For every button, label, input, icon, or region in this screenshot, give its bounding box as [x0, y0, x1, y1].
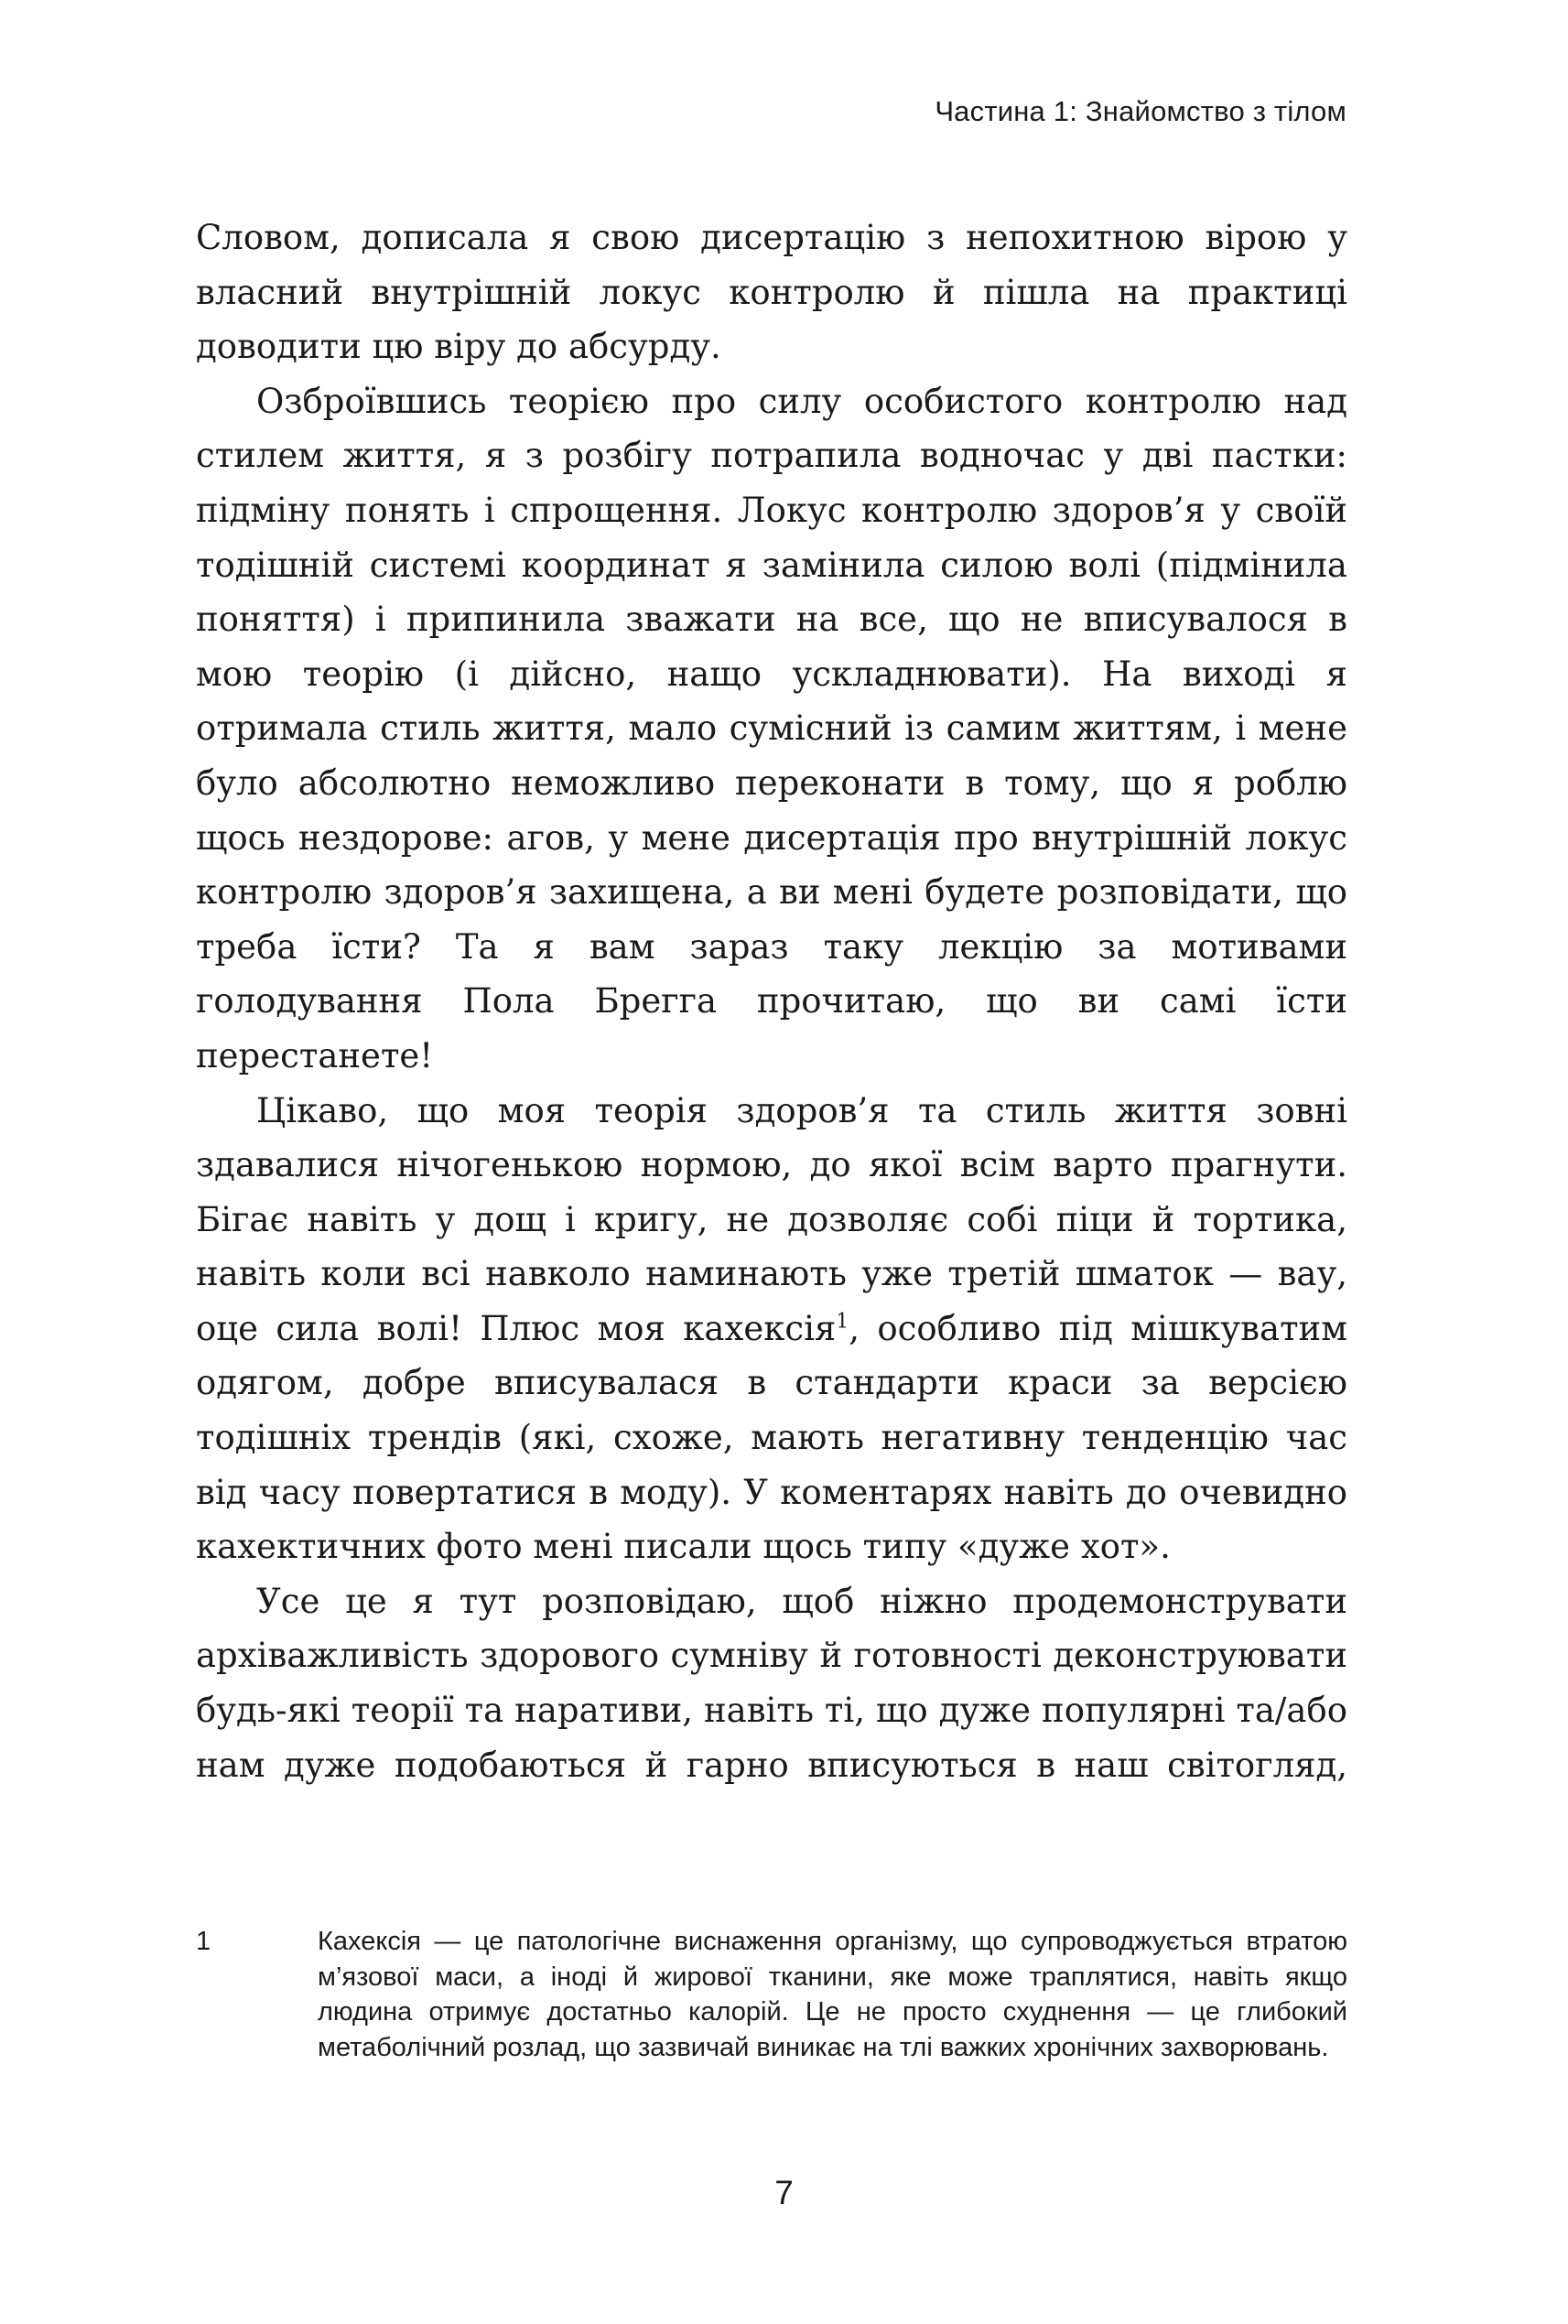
main-text — [196, 211, 1347, 1792]
paragraph: Словом, дописала я свою дисертацію з непохитною вірою у власний внутрішній локус контролю й пішла на практиці доводити цю віру до абсурду. — [196, 218, 1347, 367]
footnote-text: Кахексія — це патологічне виснаження організму, що супроводжується втратою м’язової маси, а іноді й жирової тканини, яке може траплятися, навіть якщо людина отримує достатньо калорій. Це не просто схуднення — це глибокий метаболічний розлад, що зазвичай виникає на тлі важких хронічних захворювань. — [318, 1927, 1347, 2062]
page-number: 7 — [774, 2174, 794, 2211]
paragraph: Озброївшись теорією про силу особистого контролю над стилем життя, я з розбігу потрапила водночас у дві пастки: підміну понять і спрощення. Локус контролю здоров’я у своїй тодішній системі координат я замінила силою волі (підмінила поняття) і припинила зважати на все, що не вписувалося в мою теорію (і дійсно, нащо ускладнювати). На виході я отримала стиль життя, мало сумісний із самим життям, і мене було абсолютно неможливо переконати в тому, що я роблю щось нездорове: агов, у мене дисертація про внутрішній локус контролю здоров’я захищена, а ви мені будете розповідати, що треба їсти? Та я вам зараз таку лекцію за мотивами голодування Пола Брегга прочитаю, що ви самі їсти перестанете! — [196, 381, 1347, 1076]
footnote — [196, 1924, 1347, 2065]
footnote-number: 1 — [196, 1927, 211, 1956]
paragraph: Усе це я тут розповідаю, щоб ніжно продемонструвати архіважливість здорового сумніву й готовності деконструювати будь-які теорії та наративи, навіть ті, що дуже популярні та/або нам дуже подобаються й гарно вписуються в наш світогляд, — [196, 1581, 1347, 1785]
paragraph-text: Цікаво, що моя теорія здоров’я та стиль життя зовні здавалися нічогенькою нормою, до якої всім варто прагнути. Бігає навіть у дощ і кригу, не дозволяє собі піци й тортика, навіть коли всі навколо наминають уже третій шматок — вау, оце сила волі! Плюс моя кахексія — [196, 1090, 1347, 1348]
running-header: Частина 1: Знайомство з тілом — [935, 95, 1346, 127]
footnote-reference: 1 — [836, 1310, 849, 1334]
paragraph-text: , особливо під мішкуватим одягом, добре вписувалася в стандарти краси за версією тодішніх трендів (які, схоже, мають негативну тенденцію час від часу повертатися в моду). У коментарях навіть до очевидно кахектичних фото мені писали щось типу «дуже хот». — [196, 1308, 1347, 1567]
footnotes — [196, 1924, 1347, 2065]
paragraph — [196, 1084, 1347, 1574]
